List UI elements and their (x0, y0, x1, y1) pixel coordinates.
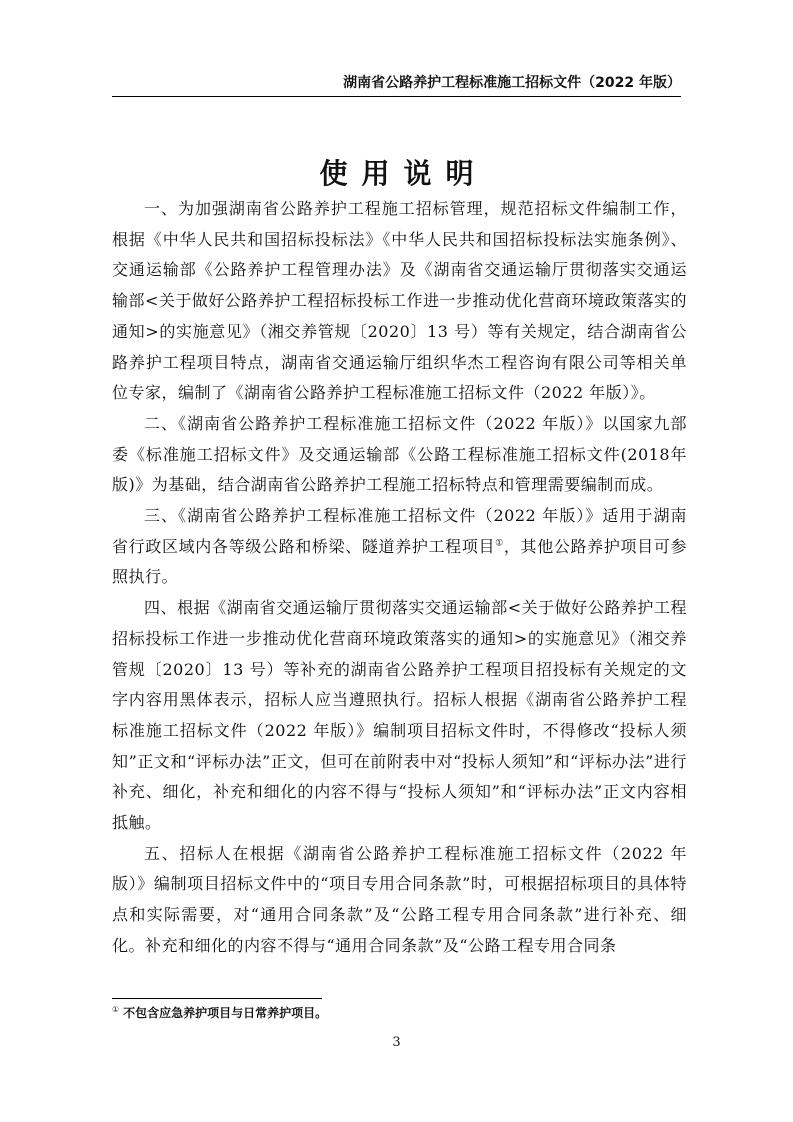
footnote-text: 不包含应急养护项目与日常养护项目。 (123, 1006, 328, 1020)
paragraph-5: 五、招标人在根据《湖南省公路养护工程标准施工招标文件（2022 年版）》编制项目招标文件中的“项目专用合同条款”时，可根据招标项目的具体特点和实际需要，对“通用合同条款”及“公路工程专用合同条款”进行补充、细化。补充和细化的内容不得与“通用合同条款”及“公路工程专用合同条 (112, 843, 687, 955)
footnote-divider (112, 998, 322, 999)
paragraph-4: 四、根据《湖南省交通运输厅贯彻落实交通运输部<关于做好公路养护工程招标投标工作进一步推动优化营商环境政策落实的通知>的实施意见》（湘交养管规〔2020〕13 号）等补充的湖南省公路养护工程项目招投标有关规定的文字内容用黑体表示，招标人应当遵照执行。招标人根据《湖南省公路养护工程标准施工招标文件（2022 年版）》编制项目招标文件时，不得修改“投标人须知”正文和“评标办法”正文，但可在前附表中对“投标人须知”和“评标办法”进行补充、细化，补充和细化的内容不得与“投标人须知”和“评标办法”正文内容相抵触。 (112, 598, 687, 833)
paragraph-3-text-before: 三、《湖南省公路养护工程标准施工招标文件（2022 年版）》适用于湖南省行政区域内各等级公路和桥梁、隧道养护工程项目 (112, 506, 687, 556)
paragraph-2: 二、《湖南省公路养护工程标准施工招标文件（2022 年版）》以国家九部委《标准施工招标文件》及交通运输部《公路工程标准施工招标文件(2018年版)》为基础，结合湖南省公路养护工程施工招标特点和管理需要编制而成。 (112, 413, 687, 495)
footnote-reference[interactable]: ① (495, 538, 504, 549)
paragraph-3 (112, 501, 687, 593)
paragraph-3-text-after: ，其他公路养护项目可参照执行。 (112, 536, 687, 587)
document-title: 使用说明 (319, 157, 488, 190)
footnote (112, 1004, 327, 1021)
document-body (112, 194, 687, 962)
paragraph-1: 一、为加强湖南省公路养护工程施工招标管理，规范招标文件编制工作，根据《中华人民共和国招标投标法》《中华人民共和国招标投标法实施条例》、交通运输部《公路养护工程管理办法》及《湖南省交通运输厅贯彻落实交通运输部<关于做好公路养护工程招标投标工作进一步推动优化营商环境政策落实的通知>的实施意见》（湘交养管规〔2020〕13 号）等有关规定，结合湖南省公路养护工程项目特点，湖南省交通运输厅组织华杰工程咨询有限公司等相关单位专家，编制了《湖南省公路养护工程标准施工招标文件（2022 年版）》。 (112, 199, 687, 403)
page-number: 3 (392, 1035, 401, 1050)
running-header: 湖南省公路养护工程标准施工招标文件（2022 年版） (112, 72, 681, 97)
footnote-mark: ① (112, 1005, 120, 1014)
